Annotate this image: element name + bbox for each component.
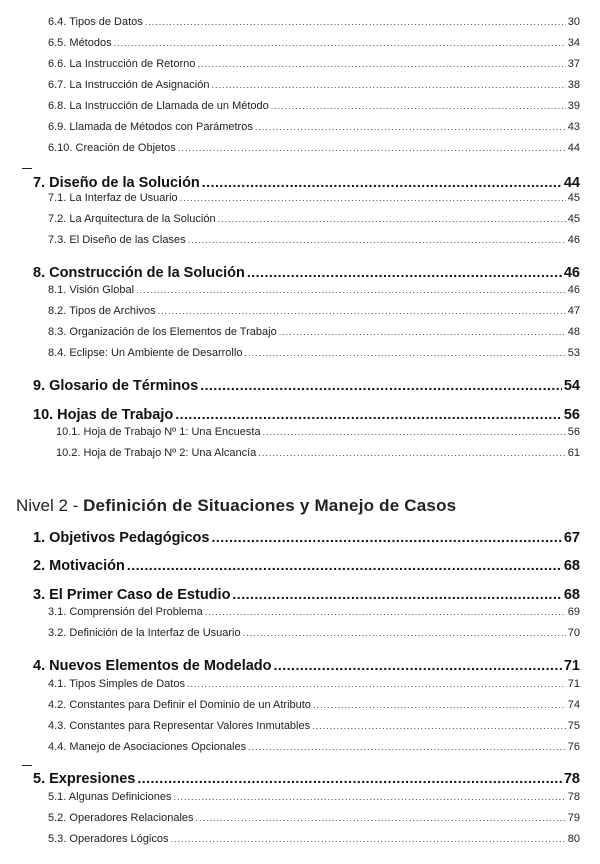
toc-entry — [0, 100, 600, 112]
toc-entry-page: 71 — [567, 678, 580, 690]
leader-dots — [187, 679, 566, 689]
leader-dots — [136, 285, 566, 295]
toc-entry-label: 6.6. La Instrucción de Retorno — [48, 58, 196, 70]
toc-chapter-page: 71 — [563, 658, 580, 674]
leader-dots — [232, 586, 561, 602]
toc-chapter-page: 54 — [563, 378, 580, 394]
leader-dots — [175, 406, 562, 422]
toc-entry — [0, 16, 600, 28]
leader-dots — [263, 427, 566, 437]
toc-chapter-label: 2. Motivación — [33, 558, 125, 574]
toc-chapter-label: 1. Objetivos Pedagógicos — [33, 530, 210, 546]
toc-entry-label: 3.1. Comprensión del Problema — [48, 606, 203, 618]
toc-entry — [0, 447, 600, 459]
toc-entry-page: 30 — [567, 16, 580, 28]
toc-entry-label: 8.2. Tipos de Archivos — [48, 305, 156, 317]
leader-dots — [279, 327, 566, 337]
toc-entry-page: 76 — [567, 741, 580, 753]
toc-entry — [0, 347, 600, 359]
leader-dots — [248, 742, 566, 752]
toc-chapter — [0, 557, 600, 574]
toc-entry-label: 4.1. Tipos Simples de Datos — [48, 678, 185, 690]
leader-dots — [274, 657, 562, 673]
toc-entry — [0, 699, 600, 711]
leader-dots — [243, 628, 566, 638]
toc-entry-label: 6.8. La Instrucción de Llamada de un Método — [48, 100, 269, 112]
toc-chapter-page: 56 — [563, 407, 580, 423]
toc-entry-page: 39 — [567, 100, 580, 112]
toc-entry-label: 5.1. Algunas Definiciones — [48, 791, 172, 803]
toc-entry-page: 47 — [567, 305, 580, 317]
toc-chapter-label: 10. Hojas de Trabajo — [33, 407, 174, 423]
toc-entry-page: 78 — [567, 791, 580, 803]
toc-entry-page: 46 — [567, 234, 580, 246]
toc-entry-label: 4.2. Constantes para Definir el Dominio de un Atributo — [48, 699, 311, 711]
toc-entry-page: 74 — [567, 699, 580, 711]
leader-dots — [197, 59, 565, 69]
toc-entry-label: 10.2. Hoja de Trabajo Nº 2: Una Alcancía — [56, 447, 257, 459]
leader-dots — [247, 264, 562, 280]
toc-entry-label: 7.2. La Arquitectura de la Solución — [48, 213, 216, 225]
leader-dots — [170, 834, 565, 844]
leader-dots — [188, 235, 566, 245]
toc-entry — [0, 741, 600, 753]
toc-entry-page: 56 — [567, 426, 580, 438]
toc-entry-page: 45 — [567, 213, 580, 225]
leader-dots — [244, 348, 565, 358]
level-title: Definición de Situaciones y Manejo de Casos — [83, 496, 457, 515]
toc-entry — [0, 720, 600, 732]
leader-dots — [218, 214, 566, 224]
leader-dots — [255, 122, 566, 132]
toc-chapter-page: 78 — [563, 771, 580, 787]
leader-dots — [196, 813, 566, 823]
toc-entry-page: 75 — [567, 720, 580, 732]
toc-chapter-page: 68 — [563, 558, 580, 574]
toc-entry-page: 37 — [567, 58, 580, 70]
toc-entry — [0, 627, 600, 639]
toc-entry — [0, 37, 600, 49]
toc-entry — [0, 58, 600, 70]
leader-dots — [114, 38, 566, 48]
toc-entry — [0, 426, 600, 438]
toc-entry — [0, 79, 600, 91]
toc-entry-page: 34 — [567, 37, 580, 49]
toc-entry — [0, 606, 600, 618]
toc-entry — [0, 812, 600, 824]
level-heading — [16, 496, 456, 516]
toc-entry-label: 4.3. Constantes para Representar Valores Inmutables — [48, 720, 311, 732]
toc-entry-label: 6.4. Tipos de Datos — [48, 16, 143, 28]
leader-dots — [137, 770, 562, 786]
toc-entry-page: 38 — [567, 79, 580, 91]
toc-entry — [0, 833, 600, 845]
toc-chapter — [0, 174, 600, 191]
toc-entry-page: 80 — [567, 833, 580, 845]
leader-dots — [180, 193, 566, 203]
leader-dots — [127, 557, 562, 573]
leader-dots — [200, 377, 562, 393]
toc-entry-label: 6.5. Métodos — [48, 37, 112, 49]
toc-chapter-label: 9. Glosario de Términos — [33, 378, 199, 394]
toc-entry-label: 6.7. La Instrucción de Asignación — [48, 79, 210, 91]
toc-entry-label: 10.1. Hoja de Trabajo Nº 1: Una Encuesta — [56, 426, 261, 438]
leader-dots — [145, 17, 566, 27]
toc-chapter — [0, 377, 600, 394]
toc-chapter — [0, 529, 600, 546]
toc-entry-label: 5.2. Operadores Relacionales — [48, 812, 194, 824]
toc-entry-page: 45 — [567, 192, 580, 204]
toc-entry-page: 44 — [567, 142, 580, 154]
leader-dots — [211, 529, 561, 545]
toc-entry-page: 46 — [567, 284, 580, 296]
toc-entry-label: 6.9. Llamada de Métodos con Parámetros — [48, 121, 253, 133]
leader-dots — [271, 101, 566, 111]
toc-chapter-page: 67 — [563, 530, 580, 546]
toc-entry — [0, 234, 600, 246]
toc-chapter-page: 44 — [563, 175, 580, 191]
toc-chapter-label: 7. Diseño de la Solución — [33, 175, 200, 191]
leader-dots — [178, 143, 566, 153]
toc-chapter-label: 5. Expresiones — [33, 771, 136, 787]
leader-dots — [211, 80, 565, 90]
toc-entry-label: 5.3. Operadores Lógicos — [48, 833, 169, 845]
toc-entry-label: 7.1. La Interfaz de Usuario — [48, 192, 178, 204]
toc-chapter — [0, 264, 600, 281]
toc-entry — [0, 305, 600, 317]
toc-entry — [0, 284, 600, 296]
toc-chapter — [0, 406, 600, 423]
leader-dots — [205, 607, 566, 617]
toc-entry-label: 8.1. Visión Global — [48, 284, 135, 296]
level-number: Nivel 2 - — [16, 496, 84, 515]
toc-chapter-label: 3. El Primer Caso de Estudio — [33, 587, 231, 603]
leader-dots — [258, 448, 565, 458]
toc-entry-page: 53 — [567, 347, 580, 359]
toc-entry-label: 4.4. Manejo de Asociaciones Opcionales — [48, 741, 247, 753]
toc-entry — [0, 326, 600, 338]
toc-entry — [0, 791, 600, 803]
leader-dots — [313, 700, 566, 710]
toc-chapter — [0, 657, 600, 674]
toc-entry — [0, 121, 600, 133]
toc-chapter-label: 8. Construcción de la Solución — [33, 265, 245, 281]
leader-dots — [158, 306, 566, 316]
toc-entry-label: 8.4. Eclipse: Un Ambiente de Desarrollo — [48, 347, 243, 359]
toc-entry-page: 69 — [567, 606, 580, 618]
toc-chapter-page: 46 — [563, 265, 580, 281]
toc-entry-page: 43 — [567, 121, 580, 133]
divider — [22, 765, 32, 766]
toc-entry-page: 61 — [567, 447, 580, 459]
toc-chapter — [0, 770, 600, 787]
toc-entry — [0, 142, 600, 154]
toc-entry-page: 48 — [567, 326, 580, 338]
toc-entry-label: 6.10. Creación de Objetos — [48, 142, 176, 154]
toc-entry-label: 3.2. Definición de la Interfaz de Usuario — [48, 627, 241, 639]
toc-chapter-label: 4. Nuevos Elementos de Modelado — [33, 658, 272, 674]
toc-entry-label: 8.3. Organización de los Elementos de Trabajo — [48, 326, 277, 338]
toc-entry-label: 7.3. El Diseño de las Clases — [48, 234, 186, 246]
toc-chapter-page: 68 — [563, 587, 580, 603]
toc-entry — [0, 213, 600, 225]
leader-dots — [174, 792, 566, 802]
toc-chapter — [0, 586, 600, 603]
toc-entry — [0, 678, 600, 690]
divider — [22, 168, 32, 169]
toc-entry-page: 79 — [567, 812, 580, 824]
toc-entry-page: 70 — [567, 627, 580, 639]
leader-dots — [202, 174, 562, 190]
leader-dots — [312, 721, 566, 731]
toc-entry — [0, 192, 600, 204]
